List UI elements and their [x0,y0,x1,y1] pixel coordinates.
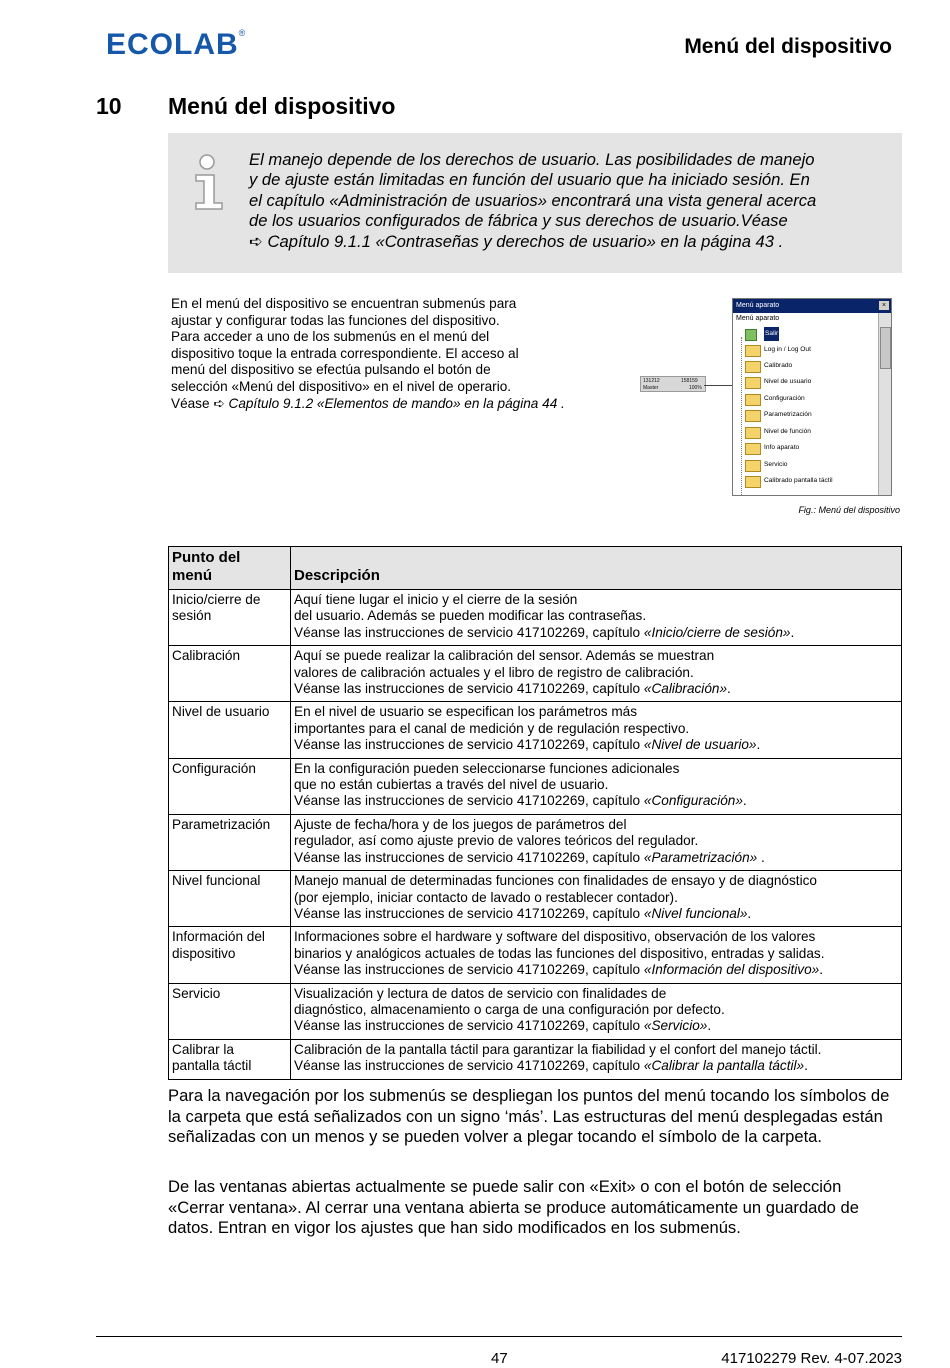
note-line: El manejo depende de los derechos de usuario. Las posibilidades de manejo [249,150,815,169]
description-line: Ajuste de fecha/hora y de los juegos de parámetros del [294,816,627,832]
description-text: Véanse las instrucciones de servicio 417102269, capítulo [294,905,641,921]
chapter-title: Menú del dispositivo [168,93,396,119]
punctuation: . [819,962,823,978]
intro-reference-text: Capítulo 9.1.2 «Elementos de mando» en la página 44 . [224,395,565,411]
menu-item-name: Nivel de usuario [172,704,270,720]
description-cell [291,814,902,870]
menu-item-cell [169,1039,291,1079]
menu-item-name: Servicio [172,985,221,1001]
header-text: Punto del [172,549,241,566]
tree-item-label: Calibrado pantalla táctil [764,477,833,484]
menu-item-name: Parametrización [172,816,271,832]
status-value-a: 131212 [643,378,660,384]
description-text: Véanse las instrucciones de servicio 417102269, capítulo [294,624,641,640]
table-header-description: Descripción [291,547,902,590]
intro-text [171,296,631,412]
table-row [169,927,902,983]
description-cell [291,927,902,983]
figure-caption: Fig.: Menú del dispositivo [798,505,900,515]
intro-line: En el menú del dispositivo se encuentran submenús para [171,296,517,311]
description-cell [291,758,902,814]
menu-window [732,298,892,496]
description-line [294,906,898,922]
folder-icon [745,361,761,373]
folder-icon [745,443,761,455]
exit-icon [745,329,757,341]
description-line [294,1058,898,1074]
description-line: Informaciones sobre el hardware y software del dispositivo, observación de los valores [294,929,816,945]
window-title: Menú aparato [736,302,780,309]
description-cell [291,983,902,1039]
description-line: importantes para el canal de medición y de regulación respectivo. [294,720,690,736]
device-menu-figure [640,296,902,496]
chapter-heading [96,93,395,120]
description-line: que no están cubiertas a través del nivel de usuario. [294,777,609,793]
description-text: Véanse las instrucciones de servicio 417102269, capítulo [294,793,641,809]
menu-item-name: sesión [172,608,212,624]
description-line: Aquí tiene lugar el inicio y el cierre de la sesión [294,592,578,607]
ecolab-logo [106,28,245,62]
chapter-reference: «Información del dispositivo» [643,962,820,978]
link-arrow-icon: ➪ [213,395,225,411]
table-row [169,758,902,814]
note-line: de los usuarios configurados de fábrica y sus derechos de usuario.Véase [249,211,788,231]
note-line: y de ajuste están limitadas en función del usuario que ha iniciado sesión. En [249,170,810,190]
menu-item-name: Inicio/cierre de [172,592,261,607]
folder-icon [745,460,761,472]
description-text: Véanse las instrucciones de servicio 417102269, capítulo [294,681,641,697]
punctuation: . [727,681,731,697]
footer-divider [96,1336,902,1337]
note-text [249,150,879,252]
menu-item-cell [169,702,291,758]
chapter-reference: «Servicio» [643,1018,708,1034]
punctuation: . [790,624,795,640]
tree-item-label: Nivel de usuario [764,378,812,385]
tree-item-label: Calibrado [764,362,793,369]
description-cell [291,1039,902,1079]
table-row [169,646,902,702]
chapter-reference: «Parametrización» [643,849,758,865]
description-line: diagnóstico, almacenamiento o carga de una configuración por defecto. [294,1001,725,1017]
description-line: Calibración de la pantalla táctil para garantizar la fiabilidad y el confort del manejo táctil. [294,1041,822,1057]
description-line: binarios y analógicos actuales de todas las funciones del dispositivo, entradas y salidas. [294,945,825,961]
window-submenu-label: Menú aparato [736,315,780,322]
menu-item-name: Configuración [172,760,256,776]
header-text: menú [172,567,213,584]
status-value-c: Master [643,385,659,391]
description-line: En la configuración pueden seleccionarse funciones adicionales [294,760,680,776]
folder-icon [745,410,761,422]
intro-line: ajustar y configurar todas las funciones del dispositivo. [171,312,500,328]
menu-item-name: pantalla táctil [172,1058,252,1074]
intro-reference[interactable] [171,396,631,413]
punctuation: . [757,849,765,865]
description-text: Véanse las instrucciones de servicio 417102269, capítulo [294,1018,641,1034]
menu-item-cell [169,814,291,870]
description-text: Véanse las instrucciones de servicio 417102269, capítulo [294,962,641,978]
intro-line: dispositivo toque la entrada correspondiente. El acceso al [171,345,519,361]
menu-item-cell [169,871,291,927]
description-text: Véanse las instrucciones de servicio 417102269, capítulo [294,737,641,753]
punctuation: . [707,1018,712,1034]
description-line [294,793,898,809]
description-line: (por ejemplo, iniciar contacto de lavado o restablecer contador). [294,889,678,905]
punctuation: . [742,793,747,809]
table-header-row [169,547,902,590]
menu-item-name: Información del [172,929,265,945]
tree-item-label: Salir [764,327,779,341]
table-row [169,983,902,1039]
description-line: regulador, así como ajuste previo de valores teóricos del regulador. [294,833,699,849]
info-note [168,133,902,273]
description-text: Véanse las instrucciones de servicio 417102269, capítulo [294,849,641,865]
tree-item-label: Log in / Log Out [764,346,811,353]
chapter-reference: «Nivel de usuario» [643,737,757,753]
menu-item-name: Calibración [172,648,241,664]
description-line [294,681,898,697]
chapter-reference: «Configuración» [643,793,743,809]
punctuation: . [804,1058,808,1074]
tree-item-label: Info aparato [764,444,800,451]
chapter-reference: «Calibrar la pantalla táctil» [643,1058,805,1074]
document-reference: 417102279 Rev. 4-07.2023 [721,1350,902,1367]
scrollbar[interactable] [878,313,891,495]
intro-line: selección «Menú del dispositivo» en el nivel de operario. [171,378,512,394]
description-line: Visualización y lectura de datos de servicio con finalidades de [294,985,667,1001]
table-row [169,590,902,646]
tree-item-label: Parametrización [764,411,812,418]
intro-line: menú del dispositivo se efectúa pulsando el botón de [171,362,491,378]
menu-items-table [168,546,902,1080]
intro-line: Para acceder a uno de los submenús en el menú del [171,329,490,345]
menu-item-cell [169,983,291,1039]
status-value-b: 158159 [681,378,698,384]
intro-prefix: Véase [171,395,214,411]
connector-line [704,385,734,386]
exit-paragraph: De las ventanas abiertas actualmente se puede salir con «Exit» o con el botón de selección «Cerrar ventana». Al cerrar una ventana abierta se produce automáticamente un guardado de datos. Entran en vigor los ajustes que han sido modificados en los submenús. [168,1177,859,1238]
description-line [294,850,898,866]
window-title-bar [733,299,891,313]
folder-icon [745,345,761,357]
description-line [294,1018,898,1034]
logo-text: ECOLAB [106,28,239,61]
menu-item-name: dispositivo [172,945,236,961]
description-cell [291,702,902,758]
table-header-menu-item [169,547,291,590]
description-cell [291,590,902,646]
folder-icon [745,476,761,488]
chapter-number: 10 [96,93,122,119]
description-text: Véanse las instrucciones de servicio 417102269, capítulo [294,1058,641,1074]
chapter-reference: «Calibración» [643,681,728,697]
page-number: 47 [491,1350,508,1367]
note-reference-link[interactable] [249,232,879,252]
header-title: Menú del dispositivo [684,35,892,58]
table-row [169,702,902,758]
close-icon[interactable]: × [879,301,889,310]
description-cell [291,646,902,702]
table-row [169,1039,902,1079]
status-box [640,376,706,392]
navigation-paragraph: Para la navegación por los submenús se despliegan los puntos del menú tocando los símbolos de la carpeta que está señalizados con un signo ‘más’. Las estructuras del menú desplegadas están señalizadas con un menos y se pueden volver a plegar tocando el símbolo de la carpeta. [168,1086,890,1147]
folder-icon [745,394,761,406]
description-line: valores de calibración actuales y el libro de registro de calibración. [294,664,694,680]
description-line [294,625,898,641]
description-line [294,962,898,978]
description-line [294,737,898,753]
menu-item-name: Calibrar la [172,1041,234,1057]
menu-item-cell [169,646,291,702]
description-cell [291,871,902,927]
info-icon [192,153,226,213]
logo-registered-mark: ® [238,28,246,38]
tree-item-label: Configuración [764,395,805,402]
tree-item-label: Nivel de función [764,428,811,435]
menu-item-cell [169,927,291,983]
menu-item-cell [169,758,291,814]
tree-item-label: Servicio [764,461,788,468]
punctuation: . [756,737,761,753]
note-reference-text: Capítulo 9.1.1 «Contraseñas y derechos de usuario» en la página 43 . [267,231,784,251]
note-line: el capítulo «Administración de usuarios» encontrará una vista general acerca [249,190,817,210]
punctuation: . [747,905,752,921]
description-line: Aquí se puede realizar la calibración del sensor. Además se muestran [294,648,715,664]
description-line: Manejo manual de determinadas funciones con finalidades de ensayo y de diagnóstico [294,873,817,889]
status-value-d: 100% [689,385,702,391]
description-line: En el nivel de usuario se especifican los parámetros más [294,704,638,720]
scrollbar-thumb[interactable] [880,327,891,369]
link-arrow-icon: ➪ [249,231,263,251]
menu-tree [733,327,879,495]
table-row [169,814,902,870]
chapter-reference: «Nivel funcional» [643,905,748,921]
menu-item-cell [169,590,291,646]
folder-icon [745,377,761,389]
table-row [169,871,902,927]
chapter-reference: «Inicio/cierre de sesión» [643,624,791,640]
tree-line [741,337,742,495]
folder-icon [745,427,761,439]
description-line: del usuario. Además se pueden modificar las contraseñas. [294,608,647,624]
menu-item-name: Nivel funcional [172,873,261,889]
